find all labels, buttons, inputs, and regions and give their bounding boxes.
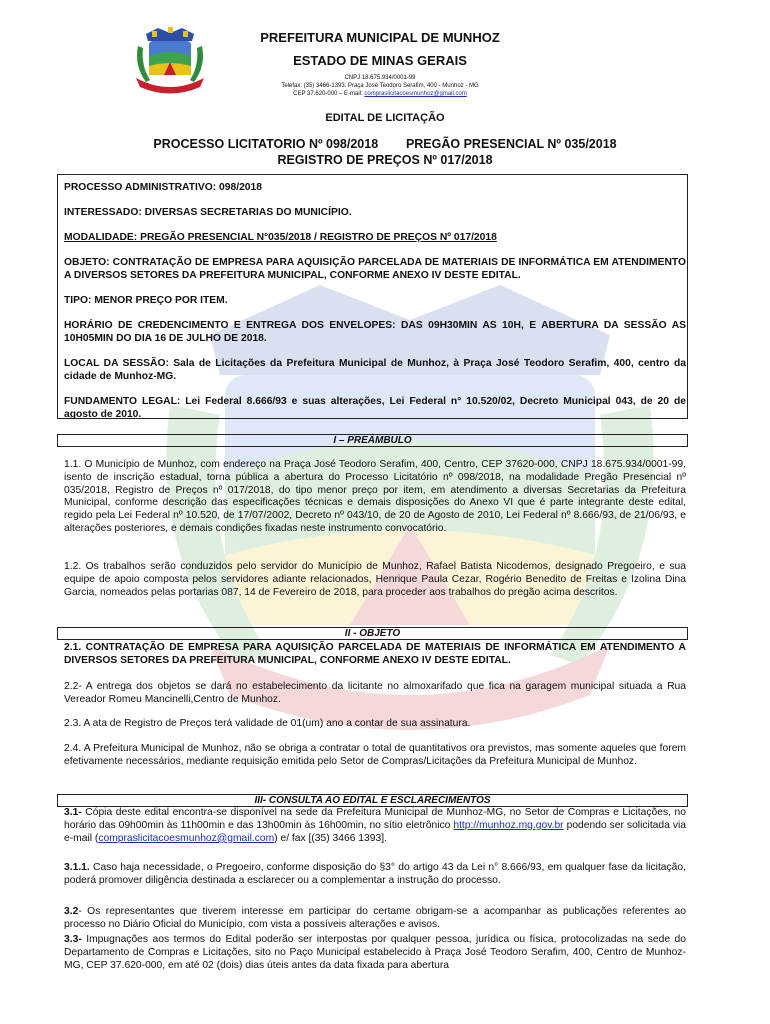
paragraph-3-1-1-number: 3.1.1. xyxy=(64,862,90,873)
summary-modalidade: MODALIDADE: PREGÃO PRESENCIAL N°035/2018 / REGISTRO DE PREÇOS Nº 017/2018 xyxy=(64,232,497,243)
paragraph-1-2: 1.2. Os trabalhos serão conduzidos pelo servidor do Município de Munhoz, Rafael Batista Nicodemos, designado Pregoeiro, e sua equipe de apoio composta pelos servidores adiante relacionados, Henrique Paula Cezar, Rogério Benedito de Freitas e Izolina Dina Garcia, nomeados pelas portarias 087, 14 de Fevereiro de 2018, para proceder aos trabalhos do pregão acima descritos. xyxy=(64,561,686,598)
paragraph-3-3-text: Impugnações aos termos do Edital poderão ser interpostas por qualquer pessoa, jurídica ou física, protocolizadas na sede do Departamento de Compras e Licitações, sito no Paço Municipal estabelecido à Praça José Teodoro Serafim, 400, Centro de Munhoz-MG, CEP 37.620-000, em até 02 (dois) dias úteis antes da data fixada para abertura xyxy=(64,934,686,971)
paragraph-3-1-1 xyxy=(64,862,686,888)
paragraph-2-2: 2.2- A entrega dos objetos se dará no estabelecimento da licitante no almoxarifado que fica na garagem municipal situada a Rua Vereador Romeu Mancinelli,Centro de Munhoz. xyxy=(64,681,686,705)
paragraph-3-2-number: 3.2 xyxy=(64,906,79,917)
processo-line1: PROCESSO LICITATORIO Nº 098/2018 PREGÃO PRESENCIAL Nº 035/2018 xyxy=(153,137,617,151)
summary-processo: PROCESSO ADMINISTRATIVO: 098/2018 xyxy=(64,182,262,193)
section-title-preambulo: I – PREÂMBULO xyxy=(57,434,688,447)
paragraph-2-3: 2.3. A ata de Registro de Preços terá validade de 01(um) ano a contar de sua assinatura. xyxy=(64,718,471,729)
section-title-consulta: III- CONSULTA AO EDITAL E ESCLARECIMENTOS xyxy=(57,794,688,807)
header-cnpj: CNPJ 18.675.934/0001-99 xyxy=(344,75,416,81)
processo-line2: REGISTRO DE PREÇOS Nº 017/2018 xyxy=(277,153,493,167)
paragraph-3-2-text: - Os representantes que tiverem interesse em participar do certame obrigam-se a acompanhar as publicações referentes ao processo no Diário Oficial do Município, com vista a possíveis alterações e avisos. xyxy=(64,906,686,930)
header-title-line2: ESTADO DE MINAS GERAIS xyxy=(293,53,467,68)
summary-local xyxy=(64,357,686,383)
summary-tipo: TIPO: MENOR PREÇO POR ITEM. xyxy=(64,295,228,306)
paragraph-2-4: 2.4. A Prefeitura Municipal de Munhoz, não se obriga a contratar o total de quantitativos ora previstos, mas somente aqueles que forem efetivamente necessários, mediante requisição emitida pelo Setor de Compras/Licitações da Prefeitura Municipal de Munhoz. xyxy=(64,743,686,767)
header-cep: CEP 37.620-000 – E-mail: xyxy=(293,91,365,97)
municipal-site-link[interactable]: http://munhoz.mg.gov.br xyxy=(453,819,564,831)
header-cep-email xyxy=(185,90,575,98)
paragraph-3-1-1-text: Caso haja necessidade, o Pregoeiro, conforme disposição do §3° do artigo 43 da Lei n° 8.666/93, em qualquer fase da licitação, poderá promover diligência destinada a esclarecer ou a complementar a instrução do processo. xyxy=(64,862,686,886)
header-email-link[interactable]: compraslicitacoesmunhoz@gmail.com xyxy=(364,91,467,97)
summary-objeto: OBJETO: CONTRATAÇÃO DE EMPRESA PARA AQUISIÇÃO PARCELADA DE MATERIAIS DE INFORMÁTICA EM ATENDIMENTO A DIVERSOS SETORES DA PREFEITURA MUNICIPAL, CONFORME ANEXO IV DESTE EDITAL. xyxy=(64,257,686,281)
compras-email-link[interactable]: compraslicitacoesmunhoz@gmail.com xyxy=(98,832,275,844)
paragraph-3-1-text-c: ) e/ fax [(35) 3466 1393]. xyxy=(274,832,387,844)
edital-label: EDITAL DE LICITAÇÃO xyxy=(325,112,445,124)
summary-local-label: LOCAL DA SESSÃO: xyxy=(64,358,169,369)
paragraph-3-3-number: 3.3- xyxy=(64,934,82,945)
summary-fundamento: FUNDAMENTO LEGAL: Lei Federal 8.666/93 e suas alterações, Lei Federal n° 10.520/02, Decreto Municipal 043, de 20 de agosto de 2010. xyxy=(64,396,686,420)
paragraph-1-1: 1.1. O Município de Munhoz, com endereço na Praça José Teodoro Serafim, 400, Centro, CEP 37620-000, CNPJ 18.675.934/0001-99, isento de inscrição estadual, torna pública a abertura do Processo Licitatório nº 098/2018, na modalidade Pregão Presencial nº 035/2018, Registro de Preços nº 017/2018, do tipo menor preço por item, em atendimento a diversas Secretarias da Prefeitura Municipal, conforme descrição das especificações técnicas e demais disposições do Anexo VI que é parte integrante deste edital, regido pela Lei Federal nº 10.520, de 17/07/2002, Decreto nº 043/10, de 20 de Agosto de 2010, Lei Federal nº 8.666/93, de 21/06/93, e alterações posteriores, e demais condições fixadas neste instrumento convocatório. xyxy=(64,459,686,534)
paragraph-3-2 xyxy=(64,906,686,932)
summary-local-text: Sala de Licitações da Prefeitura Municipal de Munhoz, à Praça José Teodoro Serafim, 400, centro da cidade de Munhoz-MG. xyxy=(64,358,686,382)
header-contact: Telefax: (35) 3466-1393. Praça José Teodoro Serafim, 400 - Munhoz - MG xyxy=(281,83,479,89)
document-header xyxy=(0,10,770,100)
paragraph-3-1-text-a: Cópia deste edital encontra-se disponível na sede da Prefeitura Municipal de Munhoz-MG, no Setor de Compras e Licitações, no horário das 09h00min às 11h00min e das 13h00min às 16h00min, no sítio eletrônico xyxy=(64,807,686,831)
paragraph-2-1: 2.1. CONTRATAÇÃO DE EMPRESA PARA AQUISIÇÃO PARCELADA DE MATERIAIS DE INFORMÁTICA EM ATENDIMENTO A DIVERSOS SETORES DA PREFEITURA MUNICIPAL, CONFORME ANEXO IV DESTE EDITAL. xyxy=(64,642,686,666)
summary-horario: HORÁRIO DE CREDENCIMENTO E ENTREGA DOS ENVELOPES: DAS 09H30MIN AS 10H, E ABERTURA DA SESSÃO AS 10H05MIN DO DIA 16 DE JULHO DE 2018. xyxy=(64,320,686,344)
paragraph-3-1-text-b: podendo ser solicitada via e-mail ( xyxy=(64,819,686,844)
header-title-line1: PREFEITURA MUNICIPAL DE MUNHOZ xyxy=(260,30,500,45)
paragraph-3-1 xyxy=(64,807,686,845)
paragraph-3-3 xyxy=(64,934,686,972)
section-title-objeto: II - OBJETO xyxy=(57,627,688,640)
paragraph-3-1-number: 3.1- xyxy=(64,807,82,818)
summary-interessado: INTERESSADO: DIVERSAS SECRETARIAS DO MUNICÍPIO. xyxy=(64,207,352,218)
